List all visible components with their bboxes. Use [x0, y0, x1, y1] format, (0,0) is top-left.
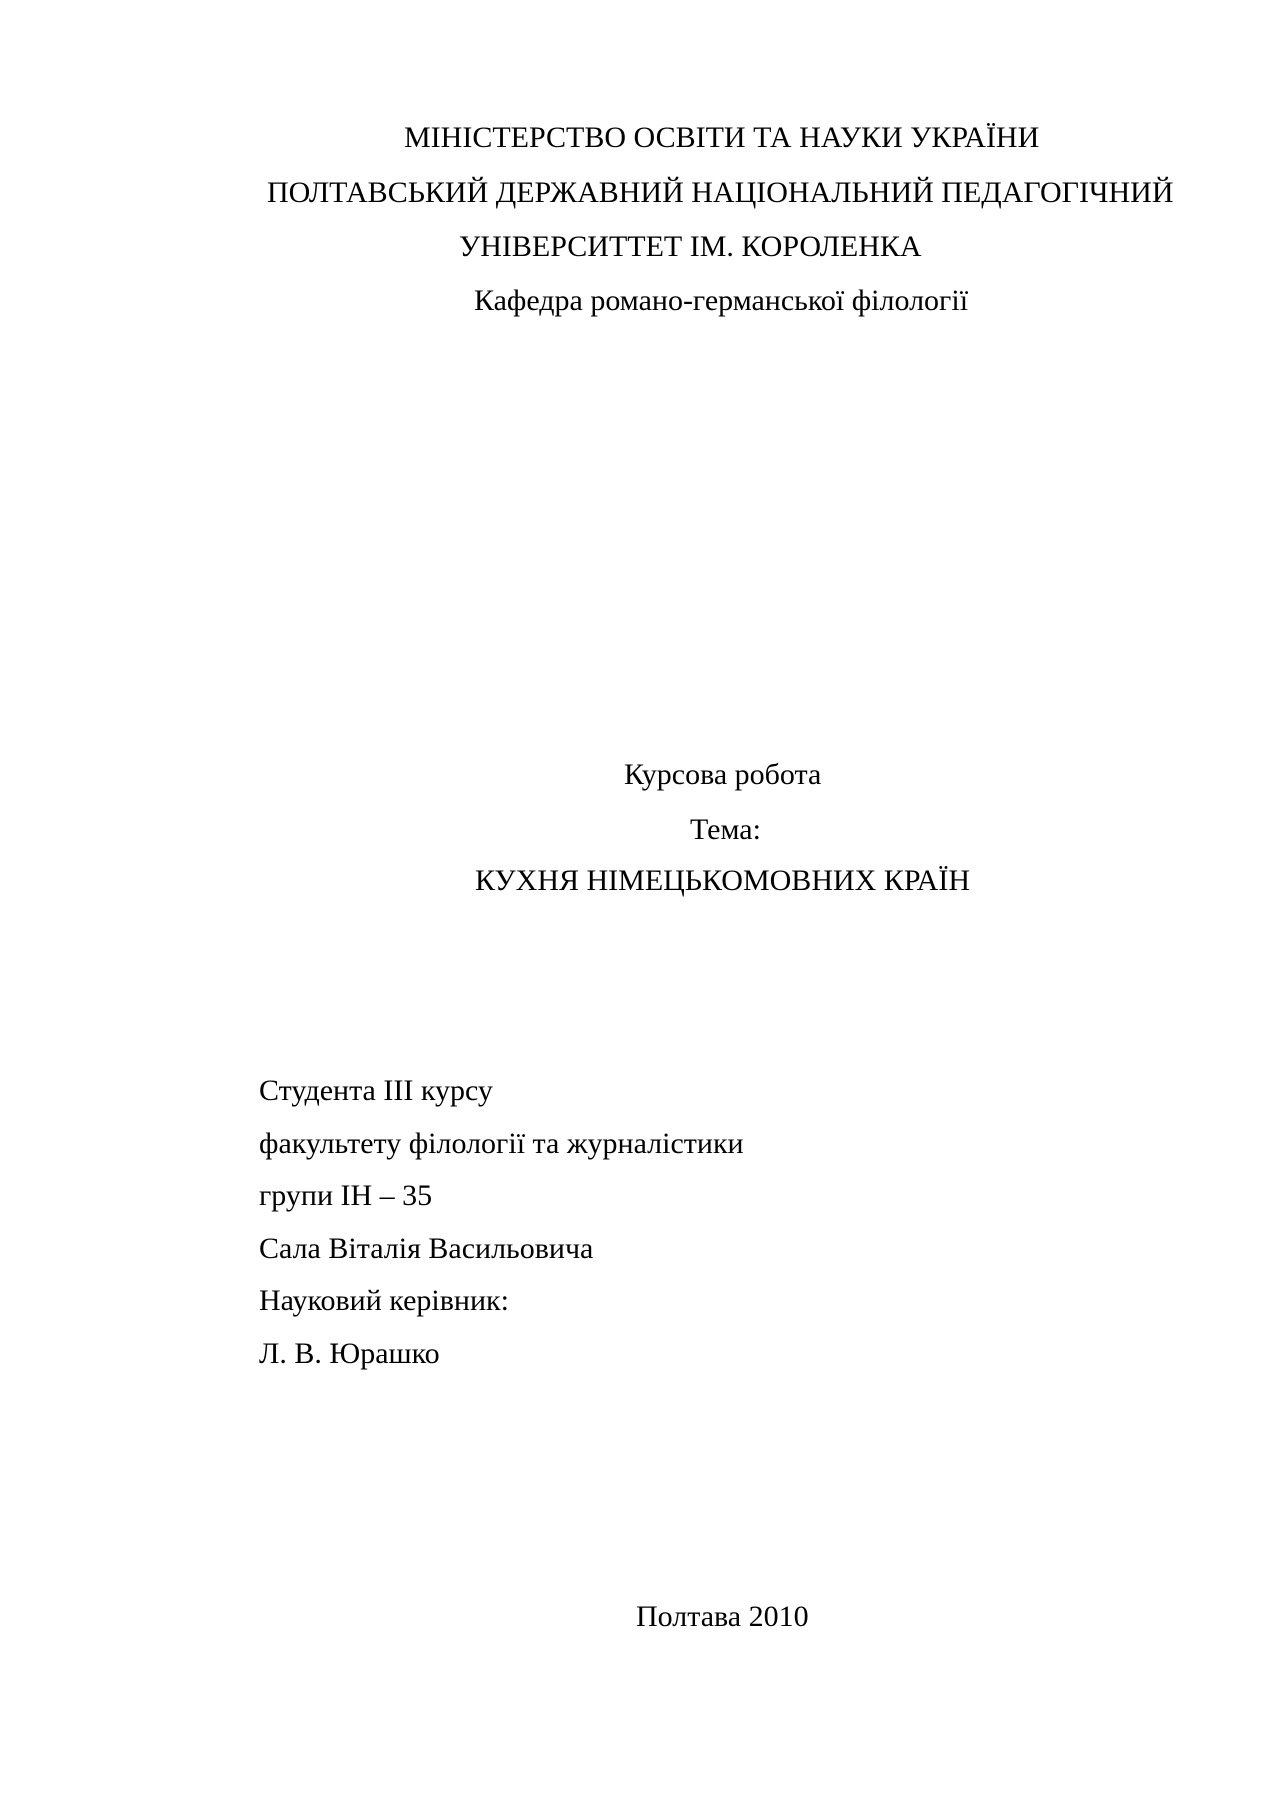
supervisor-label: Науковий керівник: — [259, 1284, 509, 1317]
supervisor-name: Л. В. Юрашко — [259, 1337, 440, 1370]
ministry-title: МІНІСТЕРСТВО ОСВІТИ ТА НАУКИ УКРАЇНИ — [404, 121, 1040, 154]
student-group: групи ІН – 35 — [259, 1179, 433, 1212]
topic-label: Тема: — [690, 813, 761, 846]
student-name: Сала Віталія Васильовича — [259, 1232, 594, 1265]
university-name-line1: ПОЛТАВСЬКИЙ ДЕРЖАВНИЙ НАЦІОНАЛЬНИЙ ПЕДАГОГІЧНИЙ — [267, 176, 1174, 209]
student-faculty: факультету філології та журналістики — [259, 1127, 744, 1160]
work-type: Курсова робота — [624, 758, 822, 791]
university-name-line2: УНІВЕРСИТТЕТ ІМ. КОРОЛЕНКА — [459, 230, 922, 263]
topic-title: КУХНЯ НІМЕЦЬКОМОВНИХ КРАЇН — [475, 864, 970, 897]
city-year: Полтава 2010 — [636, 1600, 809, 1633]
student-course: Студента ІІІ курсу — [259, 1074, 493, 1107]
department-name: Кафедра романо-германської філології — [474, 284, 969, 317]
